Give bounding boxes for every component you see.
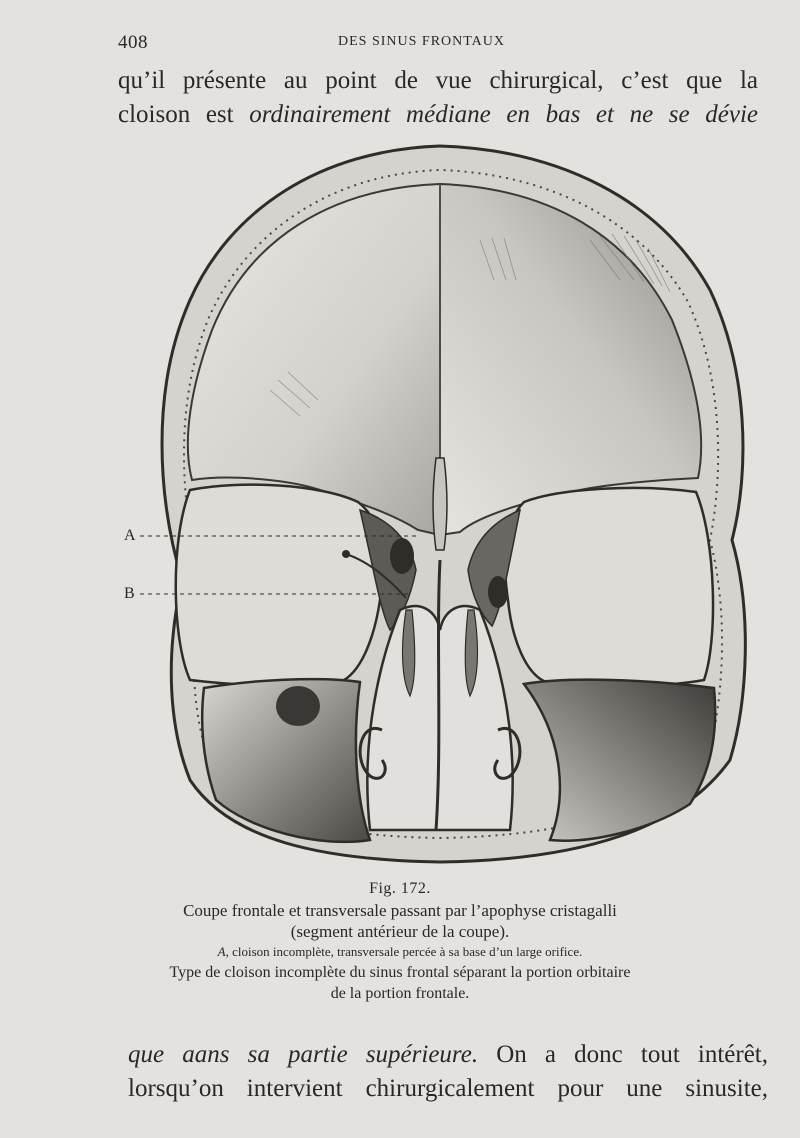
caption-line-3-letter: A, <box>217 944 229 959</box>
left-orbit <box>176 485 383 686</box>
figure-caption <box>100 878 700 1004</box>
bottom-text-line-2: lorsqu’on intervient chirurgicalement pour une sinusite, <box>128 1075 768 1102</box>
page-header <box>118 32 718 56</box>
bottom-text-line-1 <box>128 1038 768 1072</box>
right-orbit <box>505 488 713 686</box>
page-number: 408 <box>118 32 148 53</box>
crista-galli <box>433 458 447 550</box>
bottom-text-line-1-rest: On a donc tout intérêt, <box>478 1041 769 1068</box>
bottom-text-line-1-italic: que aans sa partie supérieure. <box>128 1041 479 1068</box>
figure-label: Fig. 172. <box>369 880 431 897</box>
top-text-line-1: qu’il présente au point de vue chirurgical, c’est que la <box>118 67 758 94</box>
caption-line-3-text: cloison incomplète, transversale percée à sa base d’un large orifice. <box>228 944 583 959</box>
caption-line-1: Coupe frontale et transversale passant par l’apophyse cristagalli <box>183 901 617 920</box>
top-paragraph <box>118 64 758 132</box>
skull-illustration <box>120 140 760 870</box>
top-text-line-2 <box>118 98 758 132</box>
caption-line-3 <box>100 942 700 962</box>
running-head: DES SINUS FRONTAUX <box>338 34 506 49</box>
label-b: B <box>124 585 135 602</box>
skull-figure <box>120 140 760 870</box>
top-text-line-2-italic: ordinairement médiane en bas et ne se dévie <box>249 101 758 128</box>
bottom-paragraph <box>128 1038 768 1106</box>
caption-line-2: (segment antérieur de la coupe). <box>290 922 510 941</box>
caption-line-5: de la portion frontale. <box>330 985 470 1002</box>
top-text-line-2-plain: cloison est <box>118 101 250 128</box>
caption-line-4: Type de cloison incomplète du sinus frontal séparant la portion orbitaire <box>169 964 631 981</box>
label-a: A <box>124 527 136 544</box>
